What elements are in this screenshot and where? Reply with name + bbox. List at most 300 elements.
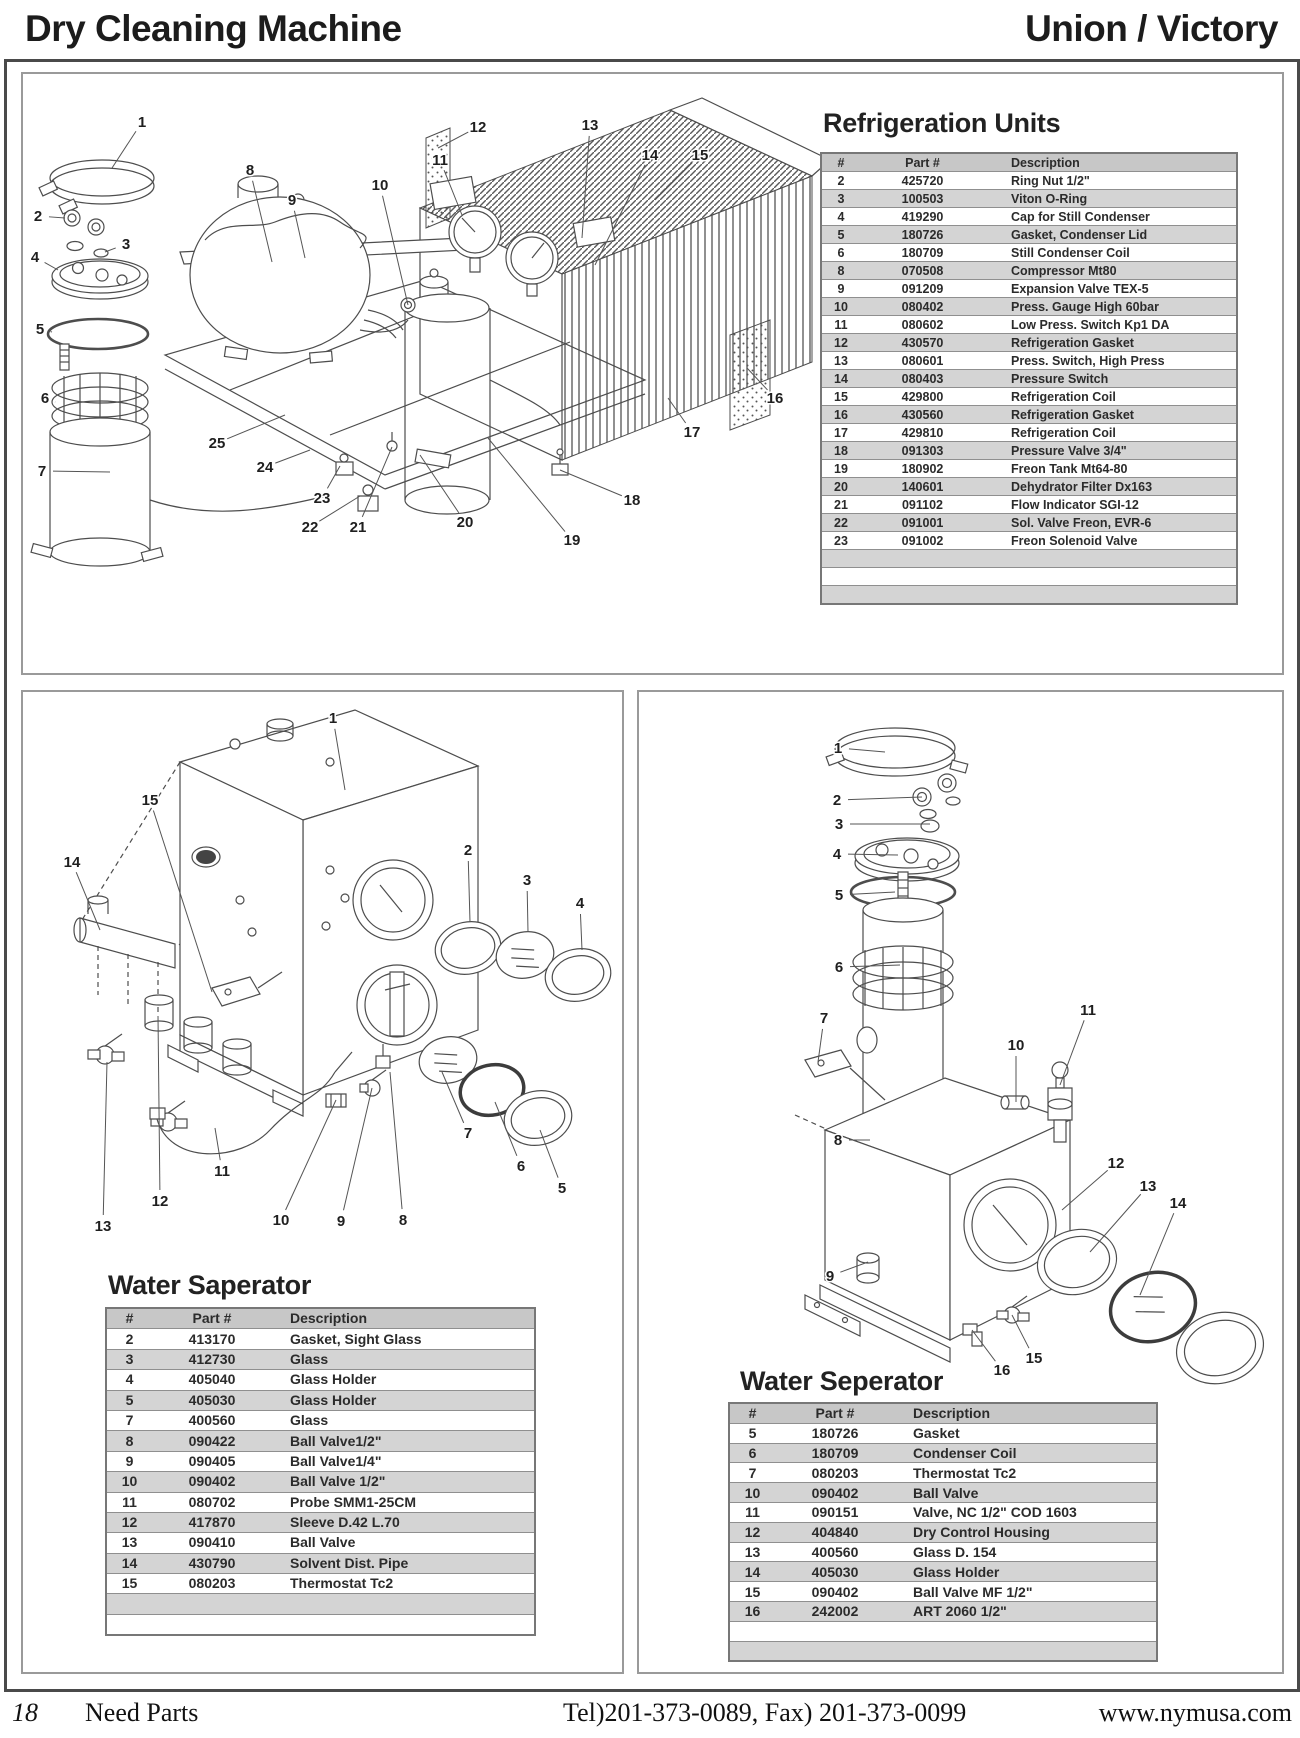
part-description: Refrigeration Coil — [985, 424, 1237, 442]
compressor — [190, 176, 403, 363]
table-row — [821, 280, 1237, 298]
part-number: 405030 — [775, 1562, 895, 1582]
footer-website: www.nymusa.com — [1098, 1698, 1292, 1727]
refrigeration-table-title: Refrigeration Units — [823, 108, 1061, 138]
table-row — [821, 550, 1237, 568]
table-row — [821, 370, 1237, 388]
empty-cell — [106, 1594, 152, 1614]
part-description: ART 2060 1/2" — [895, 1601, 1157, 1621]
callout-number: 25 — [208, 435, 226, 452]
part-number: 091102 — [860, 496, 985, 514]
callout-number: 9 — [287, 192, 297, 209]
callout-number: 20 — [456, 514, 474, 531]
part-index: 8 — [821, 262, 860, 280]
page-title-left: Dry Cleaning Machine — [25, 8, 402, 49]
part-number: 091001 — [860, 514, 985, 532]
callout-leader-line — [560, 470, 622, 496]
part-number: 180726 — [860, 226, 985, 244]
part-number: 091209 — [860, 280, 985, 298]
callout-number: 3 — [834, 816, 844, 833]
table-row — [729, 1601, 1157, 1621]
callout-number: 5 — [557, 1180, 567, 1197]
part-index: 12 — [729, 1522, 775, 1542]
part-description: Gasket, Condenser Lid — [985, 226, 1237, 244]
callout-number: 24 — [256, 459, 274, 476]
part-number: 430570 — [860, 334, 985, 352]
part-number: 140601 — [860, 478, 985, 496]
part-index: 11 — [821, 316, 860, 334]
part-number: 405040 — [152, 1370, 272, 1390]
callout-leader-line — [158, 1016, 160, 1190]
part-description: Probe SMM1-25CM — [272, 1492, 535, 1512]
callout-number: 13 — [94, 1218, 112, 1235]
part-index: 19 — [821, 460, 860, 478]
part-number: 180709 — [775, 1443, 895, 1463]
callout-number: 2 — [33, 208, 43, 225]
part-description: Expansion Valve TEX-5 — [985, 280, 1237, 298]
table-row — [729, 1641, 1157, 1661]
sight-glass-lower-set — [415, 1031, 577, 1151]
callout-number: 22 — [301, 519, 319, 536]
part-description: Sol. Valve Freon, EVR-6 — [985, 514, 1237, 532]
part-number: 400560 — [775, 1542, 895, 1562]
part-description: Dry Control Housing — [895, 1522, 1157, 1542]
footer-left-text: Need Parts — [85, 1698, 199, 1727]
part-description: Compressor Mt80 — [985, 262, 1237, 280]
part-number: 180709 — [860, 244, 985, 262]
table-row — [821, 190, 1237, 208]
part-description: Viton O-Ring — [985, 190, 1237, 208]
part-description: Ball Valve1/2" — [272, 1431, 535, 1451]
part-index: 3 — [821, 190, 860, 208]
callout-number: 1 — [328, 710, 338, 727]
empty-cell — [860, 568, 985, 586]
part-index: 10 — [106, 1472, 152, 1492]
part-number: 080702 — [152, 1492, 272, 1512]
table-row — [821, 244, 1237, 262]
callout-number: 14 — [641, 147, 659, 164]
part-description: Still Condenser Coil — [985, 244, 1237, 262]
part-description: Glass — [272, 1349, 535, 1369]
part-number: 091303 — [860, 442, 985, 460]
part-index: 12 — [821, 334, 860, 352]
part-description: Press. Gauge High 60bar — [985, 298, 1237, 316]
callout-number: 4 — [30, 249, 40, 266]
callout-leader-line — [49, 217, 65, 218]
callout-number: 10 — [371, 177, 389, 194]
column-header: Part # — [152, 1308, 272, 1329]
empty-cell — [860, 586, 985, 605]
part-number: 413170 — [152, 1329, 272, 1349]
part-index: 7 — [729, 1463, 775, 1483]
part-index: 23 — [821, 532, 860, 550]
part-description: Sleeve D.42 L.70 — [272, 1512, 535, 1532]
part-number: 412730 — [152, 1349, 272, 1369]
page-number: 18 — [12, 1698, 38, 1727]
table-row — [729, 1443, 1157, 1463]
ball-valve-fitting — [1001, 1096, 1029, 1109]
part-index: 15 — [106, 1574, 152, 1594]
callout-leader-line — [848, 797, 922, 800]
part-index: 20 — [821, 478, 860, 496]
empty-cell — [860, 550, 985, 568]
callout-leader-line — [45, 262, 58, 270]
callout-number: 9 — [336, 1213, 346, 1230]
water-left-table-title: Water Saperator — [108, 1270, 312, 1300]
empty-cell — [985, 586, 1237, 605]
callout-number: 18 — [623, 492, 641, 509]
column-header: # — [821, 153, 860, 172]
callout-leader-line — [1060, 1020, 1084, 1085]
table-row — [821, 262, 1237, 280]
part-description: Ball Valve1/4" — [272, 1451, 535, 1471]
part-description: Ball Valve MF 1/2" — [895, 1582, 1157, 1602]
part-number: 090151 — [775, 1502, 895, 1522]
part-index: 3 — [106, 1349, 152, 1369]
callout-number: 8 — [398, 1212, 408, 1229]
part-index: 12 — [106, 1512, 152, 1532]
empty-cell — [821, 568, 860, 586]
water_left-table — [105, 1307, 536, 1636]
callout-leader-line — [327, 466, 340, 488]
part-index: 16 — [729, 1601, 775, 1621]
callout-number: 4 — [832, 846, 842, 863]
empty-cell — [821, 586, 860, 605]
callout-number: 2 — [463, 842, 473, 859]
callout-number: 5 — [834, 887, 844, 904]
column-header: Part # — [775, 1403, 895, 1423]
table-row — [106, 1410, 535, 1430]
callout-number: 13 — [1139, 1178, 1157, 1195]
table-row — [106, 1492, 535, 1512]
callout-number: 7 — [37, 463, 47, 480]
table-row — [821, 496, 1237, 514]
part-description: Gasket, Sight Glass — [272, 1329, 535, 1349]
refrigeration-table — [820, 152, 1238, 605]
part-number: 080602 — [860, 316, 985, 334]
empty-cell — [272, 1614, 535, 1635]
column-header: Description — [895, 1403, 1157, 1423]
callout-number: 10 — [272, 1212, 290, 1229]
callout-leader-line — [1140, 1213, 1174, 1295]
column-header: Part # — [860, 153, 985, 172]
part-number: 080601 — [860, 352, 985, 370]
part-number: 180726 — [775, 1423, 895, 1443]
water-right-table-container — [728, 1402, 1158, 1662]
part-index: 13 — [821, 352, 860, 370]
table-row — [821, 172, 1237, 190]
part-description: Glass D. 154 — [895, 1542, 1157, 1562]
callout-number: 21 — [349, 519, 367, 536]
callout-number: 4 — [575, 895, 585, 912]
callout-number: 12 — [151, 1193, 169, 1210]
callout-number: 1 — [833, 740, 843, 757]
callout-number: 17 — [683, 424, 701, 441]
callout-leader-line — [53, 471, 110, 472]
part-number: 400560 — [152, 1410, 272, 1430]
callout-number: 16 — [766, 390, 784, 407]
callout-number: 7 — [819, 1010, 829, 1027]
part-index: 4 — [106, 1370, 152, 1390]
callout-number: 19 — [563, 532, 581, 549]
part-index: 14 — [106, 1553, 152, 1573]
empty-cell — [272, 1594, 535, 1614]
part-description: Cap for Still Condenser — [985, 208, 1237, 226]
part-number: 429810 — [860, 424, 985, 442]
table-row — [106, 1574, 535, 1594]
table-row — [821, 568, 1237, 586]
part-number: 242002 — [775, 1601, 895, 1621]
table-row — [729, 1542, 1157, 1562]
part-index: 16 — [821, 406, 860, 424]
table-row — [106, 1451, 535, 1471]
empty-cell — [985, 550, 1237, 568]
part-description: Ring Nut 1/2" — [985, 172, 1237, 190]
part-index: 4 — [821, 208, 860, 226]
callout-number: 11 — [214, 1163, 230, 1180]
callout-leader-line — [215, 1128, 220, 1160]
callout-leader-line — [1090, 1194, 1141, 1252]
part-number: 429800 — [860, 388, 985, 406]
part-index: 6 — [729, 1443, 775, 1463]
table-row — [106, 1349, 535, 1369]
part-number: 080403 — [860, 370, 985, 388]
callout-number: 9 — [825, 1268, 835, 1285]
callout-number: 14 — [63, 854, 81, 871]
empty-cell — [985, 568, 1237, 586]
empty-cell — [895, 1621, 1157, 1641]
callout-number: 15 — [1025, 1350, 1043, 1367]
empty-cell — [152, 1594, 272, 1614]
part-index: 2 — [106, 1329, 152, 1349]
callout-number: 3 — [522, 872, 532, 889]
table-row — [106, 1553, 535, 1573]
table-row — [821, 388, 1237, 406]
table-row — [729, 1621, 1157, 1641]
page-title-right: Union / Victory — [1025, 8, 1278, 49]
table-row — [729, 1423, 1157, 1443]
footer-phone: Tel)201-373-0089, Fax) 201-373-0099 — [563, 1698, 967, 1727]
part-number: 180902 — [860, 460, 985, 478]
part-index: 10 — [821, 298, 860, 316]
part-number: 091002 — [860, 532, 985, 550]
part-description: Refrigeration Coil — [985, 388, 1237, 406]
part-index: 5 — [821, 226, 860, 244]
part-index: 5 — [106, 1390, 152, 1410]
table-row — [729, 1582, 1157, 1602]
table-row — [821, 298, 1237, 316]
part-number: 417870 — [152, 1512, 272, 1532]
table-row — [821, 406, 1237, 424]
part-description: Ball Valve 1/2" — [272, 1472, 535, 1492]
table-row — [106, 1594, 535, 1614]
part-description: Thermostat Tc2 — [272, 1574, 535, 1594]
callout-number: 6 — [40, 390, 50, 407]
callout-number: 15 — [141, 792, 159, 809]
column-header: # — [729, 1403, 775, 1423]
part-number: 430560 — [860, 406, 985, 424]
part-number: 090402 — [775, 1582, 895, 1602]
table-row — [729, 1463, 1157, 1483]
part-description: Flow Indicator SGI-12 — [985, 496, 1237, 514]
part-description: Solvent Dist. Pipe — [272, 1553, 535, 1573]
still-condenser-column — [31, 160, 163, 566]
clamp-ring — [826, 728, 968, 776]
table-row — [106, 1390, 535, 1410]
column-header: Description — [985, 153, 1237, 172]
part-number: 090410 — [152, 1533, 272, 1553]
part-index: 11 — [106, 1492, 152, 1512]
part-description: Glass Holder — [272, 1390, 535, 1410]
table-row — [729, 1522, 1157, 1542]
part-index: 21 — [821, 496, 860, 514]
table-row — [821, 586, 1237, 605]
part-index: 6 — [821, 244, 860, 262]
water_right-table — [728, 1402, 1158, 1662]
table-row — [106, 1512, 535, 1532]
callout-leader-line — [103, 1062, 107, 1215]
empty-cell — [821, 550, 860, 568]
callout-number: 3 — [121, 236, 131, 253]
callout-number: 8 — [833, 1132, 843, 1149]
column-header: # — [106, 1308, 152, 1329]
empty-cell — [106, 1614, 152, 1635]
callout-number: 12 — [1107, 1155, 1125, 1172]
part-description: Dehydrator Filter Dx163 — [985, 478, 1237, 496]
callout-leader-line — [850, 892, 895, 894]
callout-number: 16 — [993, 1362, 1011, 1379]
part-index: 2 — [821, 172, 860, 190]
callout-number: 1 — [137, 114, 147, 131]
part-index: 18 — [821, 442, 860, 460]
part-index: 15 — [821, 388, 860, 406]
callout-number: 6 — [516, 1158, 526, 1175]
callout-number: 2 — [832, 792, 842, 809]
part-index: 17 — [821, 424, 860, 442]
callout-number: 13 — [581, 117, 599, 134]
table-row — [821, 460, 1237, 478]
callout-number: 11 — [1080, 1002, 1096, 1019]
table-row — [821, 532, 1237, 550]
part-index: 10 — [729, 1483, 775, 1503]
part-index: 13 — [106, 1533, 152, 1553]
table-row — [821, 424, 1237, 442]
part-number: 090402 — [775, 1483, 895, 1503]
table-row — [821, 478, 1237, 496]
table-row — [821, 208, 1237, 226]
part-description: Freon Solenoid Valve — [985, 532, 1237, 550]
callout-leader-line — [275, 450, 310, 463]
part-number: 404840 — [775, 1522, 895, 1542]
table-row — [106, 1472, 535, 1492]
part-description: Pressure Valve 3/4" — [985, 442, 1237, 460]
water-separator-column-diagram — [645, 700, 1275, 1400]
callout-number: 10 — [1007, 1037, 1025, 1054]
table-row — [106, 1533, 535, 1553]
part-number: 080203 — [775, 1463, 895, 1483]
table-row — [106, 1329, 535, 1349]
part-index: 8 — [106, 1431, 152, 1451]
table-row — [821, 226, 1237, 244]
callout-number: 23 — [313, 490, 331, 507]
callout-number: 7 — [463, 1125, 473, 1142]
dry-control-housing — [805, 1078, 1070, 1362]
part-description: Gasket — [895, 1423, 1157, 1443]
empty-cell — [775, 1641, 895, 1661]
part-number: 090402 — [152, 1472, 272, 1492]
table-row — [821, 352, 1237, 370]
part-number: 419290 — [860, 208, 985, 226]
part-index: 14 — [729, 1562, 775, 1582]
part-index: 7 — [106, 1410, 152, 1430]
table-row — [729, 1502, 1157, 1522]
part-description: Thermostat Tc2 — [895, 1463, 1157, 1483]
table-row — [106, 1614, 535, 1635]
table-row — [821, 334, 1237, 352]
part-description: Glass — [272, 1410, 535, 1430]
column-header: Description — [272, 1308, 535, 1329]
empty-cell — [729, 1621, 775, 1641]
part-description: Refrigeration Gasket — [985, 406, 1237, 424]
part-description: Pressure Switch — [985, 370, 1237, 388]
table-row — [729, 1483, 1157, 1503]
table-row — [729, 1562, 1157, 1582]
callout-number: 14 — [1169, 1195, 1187, 1212]
part-number: 080402 — [860, 298, 985, 316]
part-number: 405030 — [152, 1390, 272, 1410]
callout-leader-line — [343, 1088, 372, 1210]
table-row — [821, 514, 1237, 532]
glass-ring-set — [1030, 1221, 1271, 1393]
part-index: 14 — [821, 370, 860, 388]
part-description: Ball Valve — [895, 1483, 1157, 1503]
callout-number: 5 — [35, 321, 45, 338]
callout-leader-line — [390, 1072, 402, 1209]
part-index: 9 — [821, 280, 860, 298]
part-description: Press. Switch, High Press — [985, 352, 1237, 370]
part-index: 22 — [821, 514, 860, 532]
part-number: 100503 — [860, 190, 985, 208]
callout-leader-line — [286, 1100, 336, 1210]
part-index: 15 — [729, 1582, 775, 1602]
part-number: 080203 — [152, 1574, 272, 1594]
part-index: 13 — [729, 1542, 775, 1562]
callout-number: 15 — [691, 147, 709, 164]
part-description: Low Press. Switch Kp1 DA — [985, 316, 1237, 334]
part-description: Condenser Coil — [895, 1443, 1157, 1463]
part-number: 090405 — [152, 1451, 272, 1471]
callout-number: 6 — [834, 959, 844, 976]
empty-cell — [775, 1621, 895, 1641]
refrigeration-exploded-diagram — [30, 80, 820, 665]
refrigeration-table-container — [820, 152, 1238, 605]
callout-number: 12 — [469, 119, 487, 136]
part-description: Freon Tank Mt64-80 — [985, 460, 1237, 478]
water-separator-tank-diagram — [30, 700, 615, 1300]
empty-cell — [895, 1641, 1157, 1661]
part-description: Glass Holder — [272, 1370, 535, 1390]
table-row — [821, 316, 1237, 334]
part-number: 070508 — [860, 262, 985, 280]
callout-leader-line — [527, 891, 528, 932]
part-index: 9 — [106, 1451, 152, 1471]
empty-cell — [729, 1641, 775, 1661]
callout-number: 8 — [245, 162, 255, 179]
callout-number: 11 — [432, 152, 448, 169]
part-index: 11 — [729, 1502, 775, 1522]
table-row — [106, 1370, 535, 1390]
part-number: 425720 — [860, 172, 985, 190]
